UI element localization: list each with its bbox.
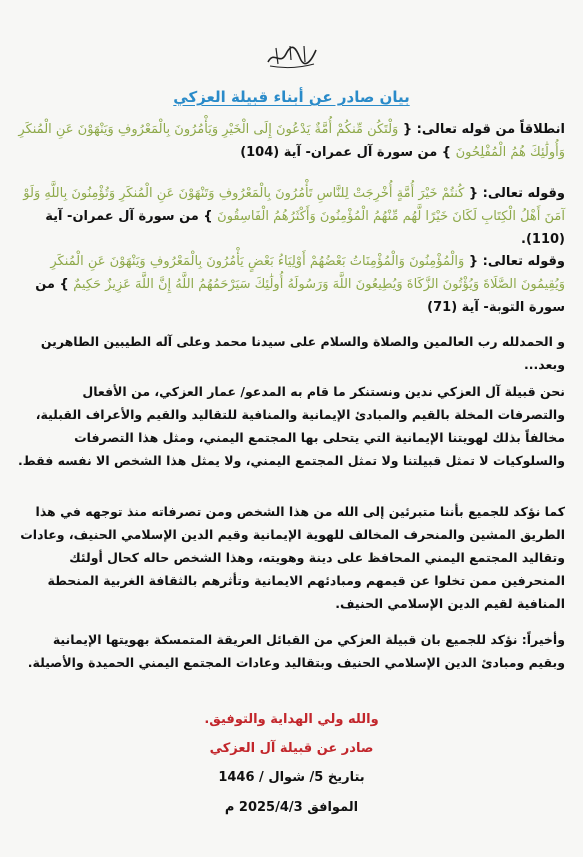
verse-text: وَالْمُؤْمِنُونَ وَالْمُؤْمِنَاتُ بَعْضُهُمْ أَوْلِيَاءُ بَعْضٍ يَأْمُرُونَ بِالْمَعْرُوفِ وَيَنْهَوْنَ عَنِ الْمُنكَرِ وَيُقِيمُونَ الصَّلَاةَ وَيُؤْتُونَ الزَّكَاةَ وَيُطِيعُونَ اللَّهَ وَرَسُولَهُ أُولَٰئِكَ سَيَرْحَمُهُمُ اللَّهُ إِنَّ اللَّهَ عَزِيزٌ حَكِيمٌ [50, 254, 565, 292]
verse-110 [18, 182, 565, 251]
verse-reference: } من سورة آل عمران- آية (104) [240, 145, 452, 160]
condemnation-paragraph: نحن قبيلة آل العزكي ندين ونستنكر ما قام به المدعو/ عمار العزكي، من الأفعال والتصرفات المخلة بالقيم والمبادئ الإيمانية والمنافية للتقاليد والقيم والأعراف القبلية، مخالفاً بذلك لهويتنا الإيمانية التي يتحلى بها المجتمع اليمني، ومثل هذا التصرفات والسلوكيات لا تمثل قبيلتنا ولا تمثل المجتمع اليمني، ولا يمثل هذا الشخص الا نفسه فقط. [18, 384, 565, 468]
final-paragraph: وأخيراً: نؤكد للجميع بان قبيلة العزكي من القبائل العريقة المتمسكة بهويتها الإيمانية وبقيم ومبادئ الدين الإسلامي الحنيف وبتقاليد وعادات المجتمع اليمني الحميدة والأصيلة. [27, 632, 565, 670]
verse-intro: انطلاقاً من قوله تعالى: { [402, 122, 565, 137]
verse-text: وَلْتَكُن مِّنكُمْ أُمَّةٌ يَدْعُونَ إِلَى الْخَيْرِ وَيَأْمُرُونَ بِالْمَعْرُوفِ وَيَنْهَوْنَ عَنِ الْمُنكَرِ وَأُولَٰئِكَ هُمُ الْمُفْلِحُونَ [18, 122, 565, 160]
hijri-date: بتاريخ 5/ شوال / 1446 [218, 770, 365, 785]
verse-71 [18, 250, 565, 319]
document-title: بيان صادر عن أبناء قبيلة العزكي [173, 88, 410, 106]
praise-paragraph: و الحمدلله رب العالمين والصلاة والسلام على سيدنا محمد وعلى آله الطيبين الطاهرين وبعد... [40, 334, 565, 372]
issuer-line: صادر عن قبيلة آل العزكي [209, 741, 374, 756]
gregorian-date: الموافق 2025/4/3 م [224, 800, 359, 815]
disavowal-paragraph: كما نؤكد للجميع بأننا متبرئين إلى الله من هذا الشخص ومن تصرفاته منذ توجهه في هذا الطريق المشين والمنحرف المخالف للهوية الإيمانية وقيم الدين الإسلامي الحنيف، وعادات وتقاليد المجتمع اليمني المحافظ على دينة وهويته، وهذا الشخص حاله كحال أولئك المنحرفين ممن تخلوا عن قيمهم ومبادئهم الايمانية وتأثرهم بالثقافة الغربية المنحطة المنافية لقيم الدين الإسلامي الحنيف. [20, 504, 565, 611]
verse-text: كُنتُمْ خَيْرَ أُمَّةٍ أُخْرِجَتْ لِلنَّاسِ تَأْمُرُونَ بِالْمَعْرُوفِ وَتَنْهَوْنَ عَنِ الْمُنكَرِ وَتُؤْمِنُونَ بِاللَّهِ وَلَوْ آمَنَ أَهْلُ الْكِتَابِ لَكَانَ خَيْرًا لَّهُم مِّنْهُمُ الْمُؤْمِنُونَ وَأَكْثَرُهُمُ الْفَاسِقُونَ [23, 186, 565, 224]
verse-reference: } من سورة آل عمران- آية (110). [45, 209, 565, 247]
verse-intro: وقوله تعالى: { [468, 254, 565, 269]
verse-reference: } من سورة التوبة- آية (71) [35, 277, 565, 315]
closing-blessing: والله ولي الهداية والتوفيق. [204, 712, 379, 727]
verse-intro: وقوله تعالى: { [468, 186, 565, 201]
basmala-calligraphy-icon [0, 40, 583, 74]
verse-104 [18, 118, 565, 164]
